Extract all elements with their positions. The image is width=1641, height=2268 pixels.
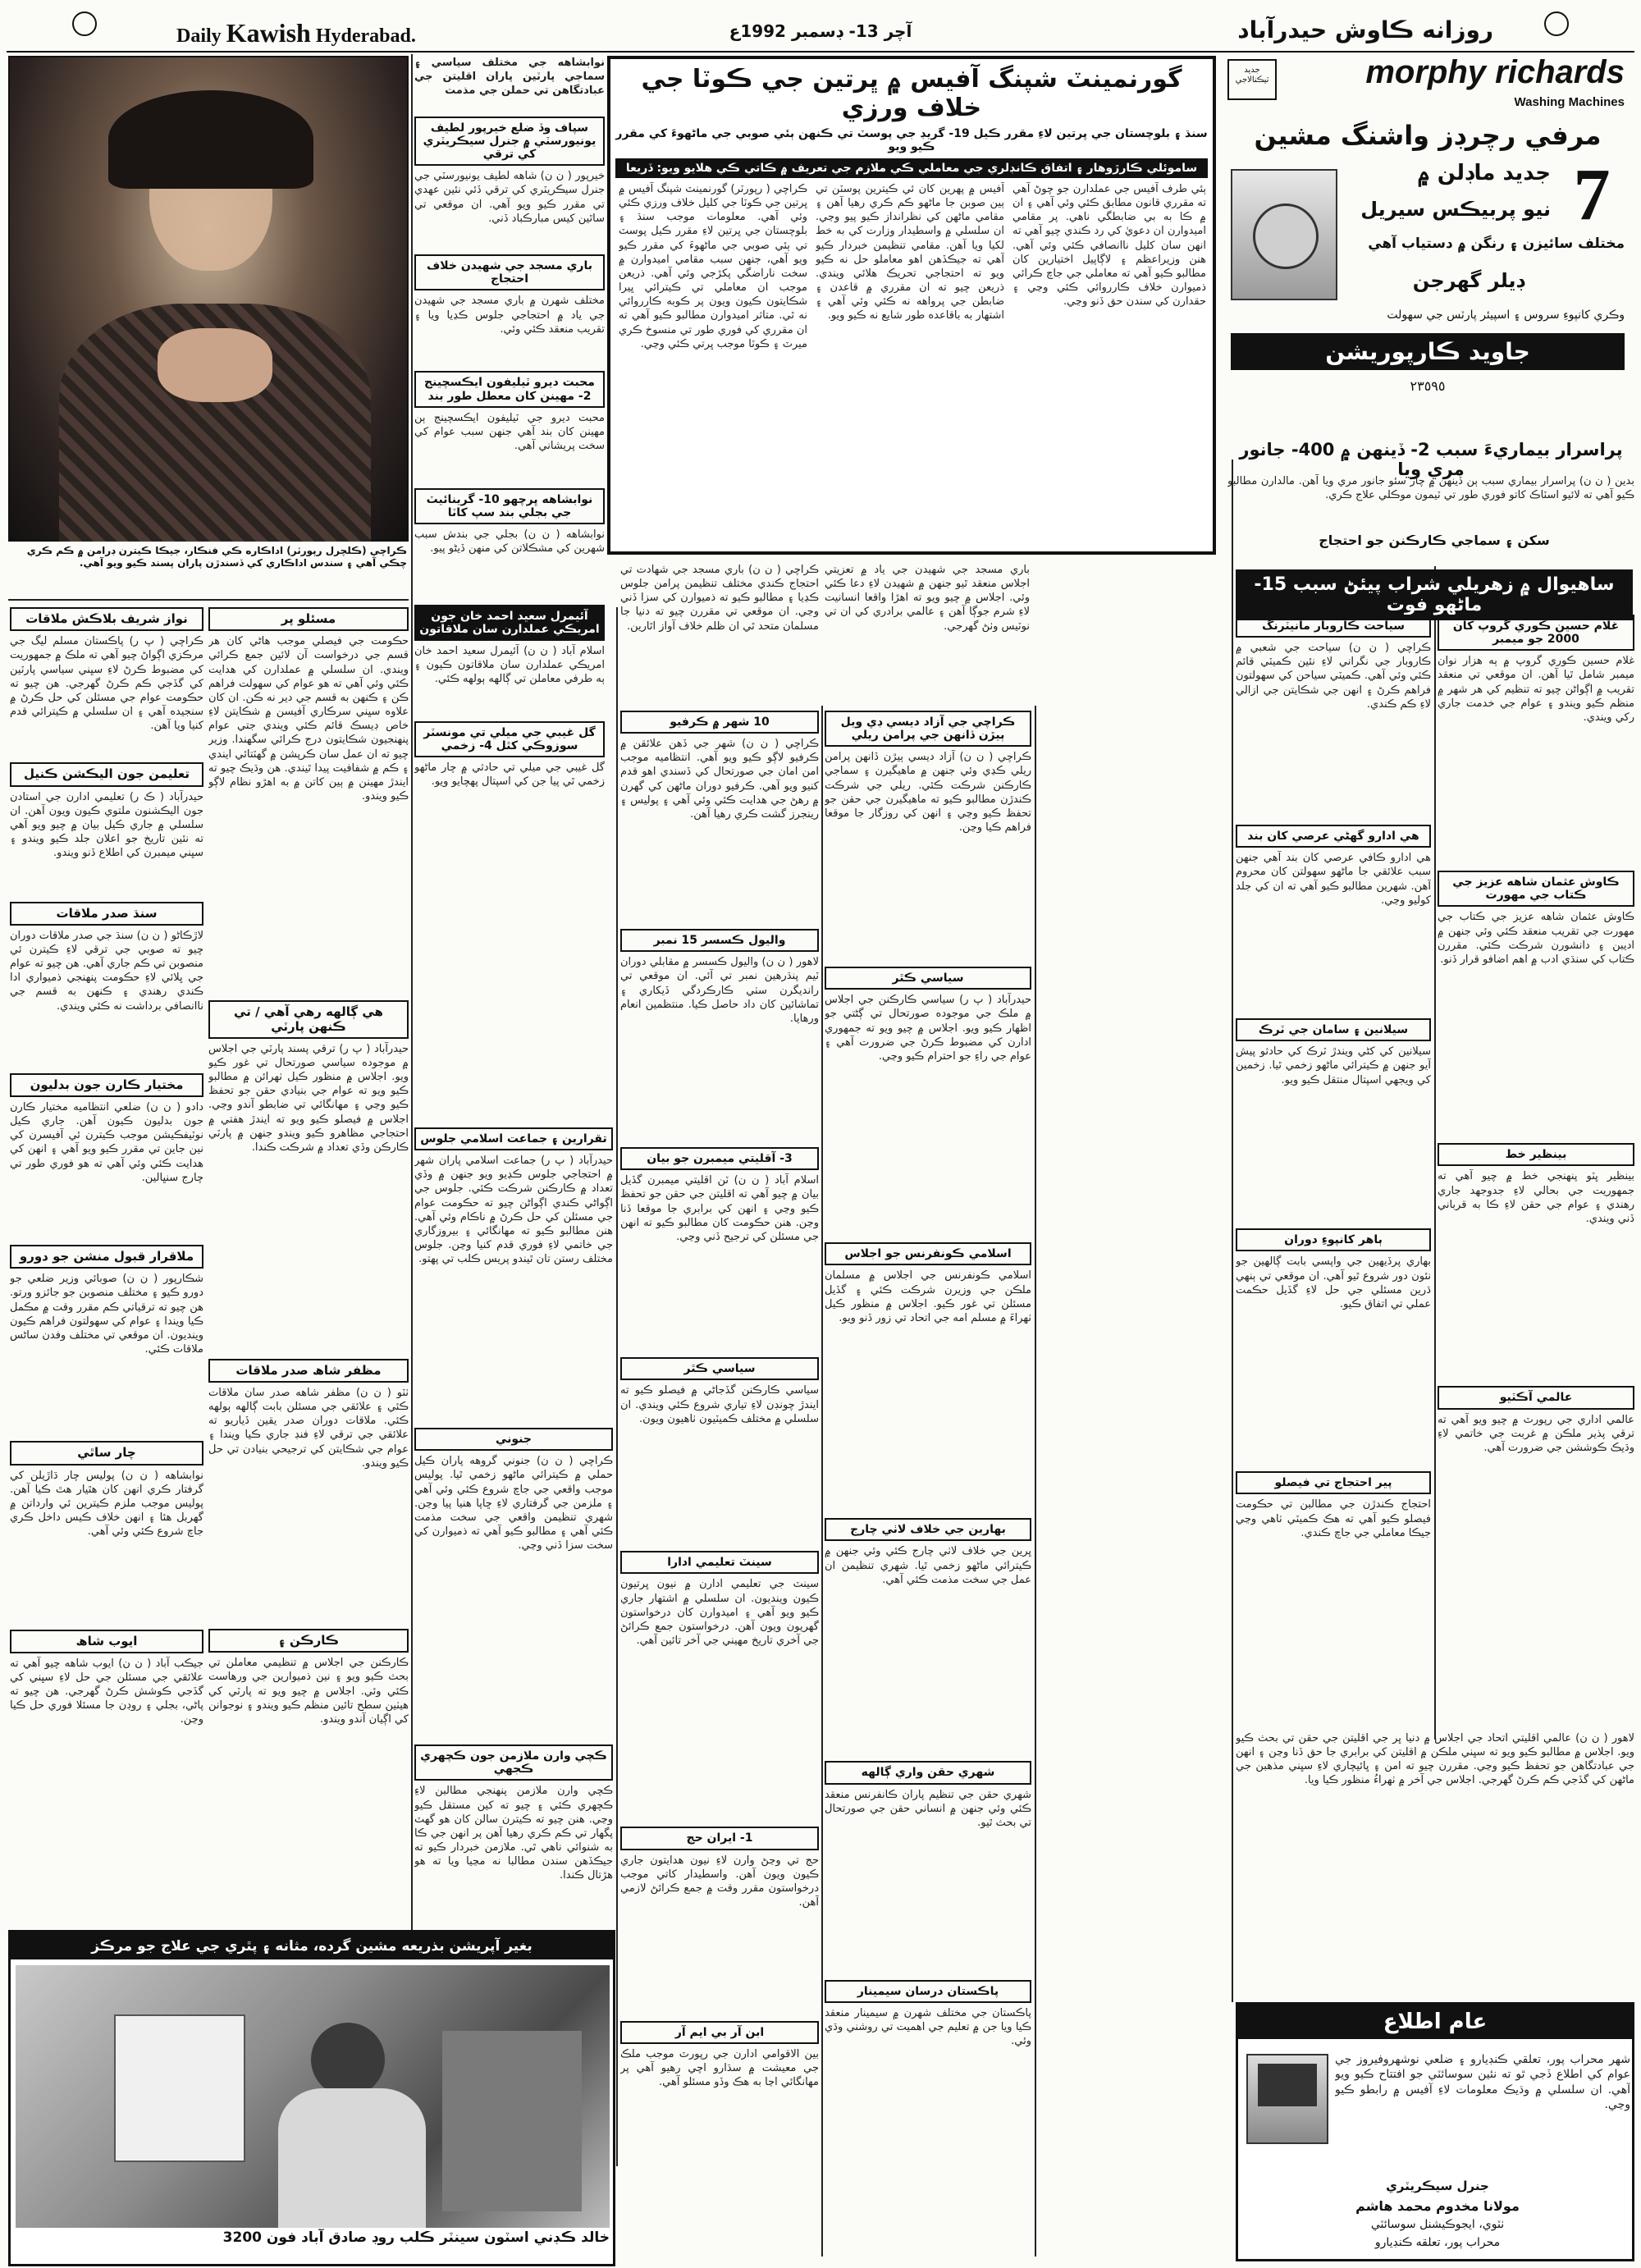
title-brand: Kawish <box>226 18 311 48</box>
col3-headline-1: سپاف وڏ ضلع خيرپور لطيف يونيورسٽي ۾ جنرل سيڪريٽري کي ترقي <box>414 117 605 166</box>
notice-sign2: مولانا مخدوم محمد هاشم <box>1355 2198 1520 2214</box>
col4-body-6: حج تي وڃڻ وارن لاءِ نيون هدايتون جاري ڪيون ويون آهن. واسطيدار کاتي موجب درخواستون مقرر وقت ۾ جمع ڪرائڻ لازمي آهن. <box>620 1854 819 1909</box>
col6-body-7: بهاري پرڏيهين جي واپسي بابت ڳالهين جو نئون دور شروع ٿيو آهي. ان موقعي تي ٻنهي ڌرين مسئلي جي حل لاءِ گڏيل حڪمت عملي تي اتفاق ڪيو. <box>1236 1255 1431 1310</box>
col7-headline-3: بينظير خط <box>1438 1143 1634 1166</box>
col-sep-5 <box>1232 460 1233 2002</box>
lead-col-1: ڪراچي ( رپورٽر) گورنمينٽ شپنگ آفيس ۾ ڀرتين جي ڪوٽا جي کليل خلاف ورزي ڪئي وئي آهي. معلومات موجب سنڌ ۽ بلوچستان جي ڀرتين لاءِ مقرر ڪيل پوسٽ تي ٻئي صوبي جي ماڻهوءَ کي مقرر ڪيو ويو آهي، جنهن سبب مقامي اميدوارن ۾ سخت ناراضگي پکڙجي وئي آهي. ذريعن موجب ان معاملي تي ڪيترائي ڀيرا شڪايتون ڪيون ويون پر ڪوبه ڪارروائي نه ٿي. متاثر اميدوارن مطالبو ڪيو آهي ته ان مقرري کي فوري طور تي منسوخ ڪري ميرٽ ۽ ڪوٽا موجب ڀرتي ڪئي وڃي. <box>619 183 807 350</box>
col6-headline-2-wrap <box>1236 533 1633 566</box>
col3-body-1: خيرپور ( ن ن) شاهه لطيف يونيورسٽي جي جنرل سيڪريٽري کي ترقي ڏئي نئين عهدي تي مقرر ڪيو ويو آهي. ان موقعي تي ساٿين کيس مبارڪباد ڏني. <box>414 170 605 225</box>
col-center-top-a <box>620 563 819 702</box>
col2-body-3: ٺٽو ( ن ن) مظفر شاهه صدر سان ملاقات ڪئي ۽ علائقي جي مسئلن بابت ڳالهه ٻولهه ڪئي. ملاقات دوران صدر يقين ڏياريو ته علائقي جي ترقي لاءِ فنڊ جاري ڪيا ويندا ۽ عوام جي شڪايتن کي ترجيحي بنيادن تي حل ڪيو ويندو. <box>208 1387 409 1470</box>
morphy-line2: نيو پربيڪس سيريل <box>1360 198 1551 221</box>
col1-body-6: نوابشاهه ( ن ن) پوليس چار ڌاڙيلن کي گرفتار ڪري انهن کان هٿيار هٿ ڪيا آهن. پوليس موجب ملزم ڪيترين ئي وارداتن ۾ گهربل هئا ۽ انهن خلاف ڪيس داخل ڪري جاچ شروع ڪئي وئي آهي. <box>10 1469 203 1539</box>
notice-body: شهر محراب پور، تعلقي ڪنڊيارو ۽ ضلعي نوشهروفيروز جي عوام کي اطلاع ڏجي ٿو ته نئين سوسائٽي جو افتتاح ڪيو ويو آهي. ان سلسلي ۾ وڌيڪ معلومات لاءِ آفيس ۾ رابطو ڪيو وڃي. <box>1335 2053 1630 2112</box>
col4-headline-3: 3- آقليتي ميمبرن جو بيان <box>620 1147 819 1170</box>
col7-body-1: غلام حسين ڪوري گروپ ۾ ٻه هزار نوان ميمبر شامل ٿيا آهن. ان موقعي تي منعقد تقريب ۾ اڳواڻن چيو ته تنظيم کي هر شهر ۾ منظم ڪيو ويندو ۽ عوام جي خدمت جاري رکي ويندي. <box>1438 655 1634 724</box>
col2-headline-2: هي ڳالهه رهي آهي / تي ڪنهن پارٽي <box>208 1000 409 1039</box>
col6-headline-6: سيلانين ۽ سامان جي ٽرڪ <box>1236 1018 1431 1041</box>
col1-headline-5: ملاقرار قبول منشن جو دورو <box>10 1245 203 1269</box>
col7-headline-4: عالمي آڪٽيو <box>1438 1386 1634 1409</box>
notice-computer-image <box>1246 2054 1328 2144</box>
computer-screen-shape <box>1258 2064 1317 2106</box>
col5-body-5: شهري حقن جي تنظيم پاران ڪانفرنس منعقد ڪئي وئي جنهن ۾ انساني حقن جي صورتحال تي بحث ٿيو. <box>825 1788 1031 1829</box>
column-1 <box>10 607 203 1928</box>
col5-headline-6: پاڪستان درسان سيمينار <box>825 1980 1031 2003</box>
col6-body-1: بدين ( ن ن) پراسرار بيماري سبب ٻن ڏينهن ۾ چار سئو جانور مري ويا آهن. مالدارن مطالبو ڪيو آهي ته لائيو اسٽاڪ کاتو فوري طور تي ٽيمون موڪلي علاج ڪري. <box>1227 475 1634 502</box>
col5-headline-1: ڪراچي جي آزاد ديسي ڊي ويل ٻيڙن ڏانهن جي پرامن ريلي <box>825 711 1031 747</box>
col3-headline-3: محبت ديرو ٽيليفون ايڪسچينج 2- مهينن کان معطل طور بند <box>414 371 605 407</box>
lead-headline: گورنمينٽ شپنگ آفيس ۾ ڀرتين جي ڪوٽا جي خلاف ورزي <box>641 65 1182 122</box>
column-4 <box>620 707 819 2168</box>
col3-headline-5: آئيمرل سعيد احمد خان جون امريڪي عملدارن سان ملاقاتون <box>414 605 605 641</box>
col2-body-2: حيدرآباد ( پ ر) ترقي پسند پارٽي جي اجلاس ۾ موجوده سياسي صورتحال تي غور ڪيو ويو. اجلاس ۾ منظور ڪيل ٺهرائن ۾ مطالبو ڪيو ويو ته عوام جي بنيادي حقن جو تحفظ ڪيو وڃي ۽ مهانگائي تي ضابطو آندو وڃي. اجلاس ۾ فيصلو ڪيو ويو ته ايندڙ هفتي ۾ احتجاجي مظاهرو ڪيو ويندو جنهن ۾ پارٽي ڪارڪن وڏي تعداد ۾ شرڪت ڪندا. <box>208 1042 409 1154</box>
actress-photo <box>8 56 409 542</box>
col-sep-6 <box>1434 566 1436 1740</box>
col5-body-4: ڀرين جي خلاف لاٺي چارج ڪئي وئي جنهن ۾ ڪيترائي ماڻهو زخمي ٿيا. شهري تنظيمن ان عمل جي سخت مذمت ڪئي آهي. <box>825 1545 1031 1586</box>
col3-body-7: حيدرآباد ( پ ر) جماعت اسلامي پاران شهر ۾ احتجاجي جلوس ڪڍيو ويو جنهن ۾ وڏي تعداد ۾ ڪارڪنن شرڪت ڪئي. جلوس جي اڳواڻي ڪندي اڳواڻن چيو ته حڪومت عوام جي مسئلن کي حل ڪرڻ ۾ ناڪام وئي آهي. هنن مطالبو ڪيو ته مهانگائي ۽ بيروزگاري جي خاتمي لاءِ فوري قدم کنيا وڃن. جلوس مختلف رستن تان ٿيندو پريس ڪلب تي پهتو. <box>414 1155 613 1266</box>
col-sep-1 <box>411 54 413 1930</box>
col1-headline-2: تعليمن جون اليڪشن ڪنيل <box>10 762 203 786</box>
col3-intro: نوابشاهه جي مختلف سياسي ۽ سماجي پارٽين پاران اقليتن جي عبادتگاهن تي حملن جي مذمت <box>414 57 605 98</box>
col7-body-4: عالمي اداري جي رپورٽ ۾ چيو ويو آهي ته ترقي پذير ملڪن ۾ غربت جي خاتمي لاءِ وڌيڪ ڪوششن جي ضرورت آهي. <box>1438 1413 1634 1454</box>
morphy-line3: مختلف سائيزن ۽ رنگن ۾ دستياب آهي <box>1368 235 1625 252</box>
col6-top-headline <box>1227 440 1634 480</box>
washing-machine-image <box>1231 169 1337 300</box>
col6-body-6: سيلانين کي کڻي ويندڙ ٽرڪ کي حادثو پيش آيو جنهن ۾ ڪيترائي ماڻهو زخمي ٿيا. زخمين کي ويجهي اسپتال منتقل ڪيو ويو. <box>1236 1045 1431 1086</box>
col7-body-2: ڪاوش عثمان شاهه عزيز جي ڪتاب جي مهورت جي تقريب منعقد ڪئي وئي جنهن ۾ اديبن ۽ دانشورن شرڪت ڪئي. مقررن ڪتاب کي سنڌي ادب ۾ اهم اضافو قرار ڏنو. <box>1438 911 1634 966</box>
col5-headline-2: سياسي ڪٿر <box>825 967 1031 990</box>
col4-body-7: بين الاقوامي ادارن جي رپورٽ موجب ملڪ جي معيشت ۾ سڌارو اچي رهيو آهي پر مهانگائي اڃا به هڪ وڏو مسئلو آهي. <box>620 2047 819 2088</box>
col2-headline-3: مظفر شاھ صدر ملاقات <box>208 1359 409 1383</box>
col5-body-1: ڪراچي ( ن ن) آزاد ديسي ٻيڙن ڏانهن پرامن ريلي ڪڍي وئي جنهن ۾ ماهيگيرن ۽ سماجي ڪارڪنن شرڪت ڪئي. ريلي جي شرڪت ڪندڙن مطالبو ڪيو ته ماهيگيرن جي حقن جو تحفظ ڪيو وڃي ۽ انهن کي روزگار جا موقعا فراهم ڪيا وڃن. <box>825 751 1031 834</box>
masthead-circle-right <box>1544 11 1569 36</box>
col3-body-9: ڪچي وارن ملازمن پنهنجي مطالبن لاءِ ڪچهري ڪئي ۽ چيو ته کين مستقل ڪيو وڃي. هنن چيو ته ڪيترن سالن کان هو گهٽ پگهار تي ڪم ڪري رهيا آهن پر انهن جي ڪا به شنوائي ناهي ٿي. ملازمن خبردار ڪيو ته جيڪڏهن سندن مطالبا نه مڃيا ويا ته هو هڙتال ڪندا. <box>414 1785 613 1882</box>
col3-body-2: مختلف شهرن ۾ باري مسجد جي شهيدن جي ياد ۾ احتجاجي جلوس ڪڍيا ويا ۽ تقريب منعقد ڪئي وئي. <box>414 295 605 336</box>
col6-body-5: هي ادارو ڪافي عرصي کان بند آهي جنهن سبب علائقي جا ماڻهو سهولتن کان محروم آهن. شهرين مطالبو ڪيو آهي ته ان کي جلد کوليو وڃي. <box>1236 852 1431 907</box>
col5-body-2: حيدرآباد ( پ ر) سياسي ڪارڪنن جي اجلاس ۾ ملڪ جي موجوده صورتحال تي ڳڻتي جو اظهار ڪيو ويو. اجلاس ۾ چيو ويو ته جمهوري ادارن کي مضبوط ڪرڻ جي ضرورت آهي ۽ عوام جي راءِ جو احترام ڪيو وڃي. <box>825 994 1031 1063</box>
col1-body-1: ڪراچي ( پ ر) پاڪستان مسلم ليگ جي مرڪزي اڳواڻ چيو آهي ته ملڪ ۾ جمهوريت کي مضبوط ڪرڻ لاءِ سڀني سياسي پارٽين کي گڏجي ڪم ڪرڻ گهرجي. هن چيو ته حڪومت عوام جي مسئلن کي حل ڪرڻ ۾ سنجيده آهي ۽ ان سلسلي ۾ ڪيترائي قدم کنيا ويا آهن. <box>10 635 203 733</box>
kidney-ad-title: بغير آپريشن بذريعه مشين گرده، مثانه ۽ پٿري جي علاج جو مرڪز <box>11 1932 613 1959</box>
morphy-dealer: ڊيلر گهرجن <box>1412 269 1525 292</box>
col4-body-5: سينٽ جي تعليمي ادارن ۾ نيون ڀرتيون ڪيون وينديون. ان سلسلي ۾ اشتهار جاري ڪيو ويو آهي ۽ اميدوارن کان درخواستون گهريون ويون آهن. درخواستون جمع ڪرائڻ جي آخري تاريخ مهيني جي آخر تائين آهي. <box>620 1578 819 1648</box>
col1-body-3: لاڙڪاڻو ( ن ن) سنڌ جي صدر ملاقات دوران چيو ته صوبي جي ترقي لاءِ ڪيترن ئي منصوبن تي ڪم جاري آهي. هن چيو ته عوام جي ڀلائي لاءِ حڪومت پنهنجي ذميواري ادا ڪندي رهندي ۽ ڪنهن به قسم جي ناانصافي برداشت نه ڪئي ويندي. <box>10 929 203 1013</box>
col2-headline-4: ڪارڪن ۽ <box>208 1629 409 1653</box>
col6-headline-7: ٻاهر کانپوءِ دوران <box>1236 1228 1431 1251</box>
col6-headline-5: هي ادارو گهڻي عرصي کان بند <box>1236 825 1431 848</box>
lead-col-2: آفيس ۾ پهرين کان ئي ڪيترين پوسٽن تي ٻين صوبن جا ماڻهو ڪم ڪري رهيا آهن ۽ مقامي ماڻهن کي نظرانداز ڪيو پيو وڃي. ان سلسلي ۾ واسطيدار وزارت کي به خط لکيا ويا آهن. مقامي تنظيمن خبردار ڪيو آهي ته جيڪڏهن اهو معاملو حل نه ڪيو ويو ته احتجاجي تحريڪ هلائي ويندي. ذريعن چيو ته ان مقرري ۾ قاعدن ۽ ضابطن جي پرواهه نه ڪئي وئي آهي ۽ اشتهار به باقاعده طور شايع نه ڪيو ويو. <box>816 183 1004 322</box>
person-body-shape <box>278 2088 426 2228</box>
morphy-company: جاويد ڪارپوريشن <box>1231 333 1625 370</box>
col3-body-3: محبت ديرو جي ٽيليفون ايڪسچينج ٻن مهينن کان بند آهي جنهن سبب عوام کي سخت پريشاني آهي. <box>414 411 605 452</box>
col-center-top-b <box>825 563 1030 702</box>
col4-headline-4: سياسي ڪٿر <box>620 1357 819 1380</box>
col4-body-3: اسلام آباد ( ن ن) ٽن اقليتي ميمبرن گڏيل بيان ۾ چيو آهي ته اقليتن جي حقن جو تحفظ ڪيو وڃي ۽ انهن کي برابري جا موقعا ڏنا وڃن. هنن حڪومت کان مطالبو ڪيو ته انهن جي مسئلن کي ترجيح ڏني وڃي. <box>620 1174 819 1243</box>
col2-headline-1: مسئلو پر <box>208 607 409 631</box>
column-5 <box>825 707 1031 2168</box>
col4-headline-7: ابن آر بي ايم آر <box>620 2021 819 2044</box>
col1-body-5: شڪارپور ( ن ن) صوبائي وزير ضلعي جو دورو ڪيو ۽ مختلف منصوبن جو جائزو ورتو. هن چيو ته ترقياتي ڪم مقرر وقت ۾ مڪمل ڪيا ويندا ۽ عوام کي سهولتون فراهم ڪيون وينديون. ان موقعي تي مختلف وفدن ساڻس ملاقات ڪئي. <box>10 1273 203 1356</box>
col2-body-1: حڪومت جي فيصلي موجب هاڻي کان هر قسم جي درخواست آن لائين جمع ڪرائي ويندي. ان سلسلي ۾ عملدارن کي هدايت ڪئي وئي آهي ته هو عوام کي سهولت فراهم ڪن ۽ ڪنهن به قسم جي دير نه ڪن. ان کان علاوه سڀني سرڪاري آفيسن ۾ شڪايتن لاءِ خاص ڊيسڪ قائم ڪئي ويندي جتي عوام پنهنجيون شڪايتون درج ڪرائي سگهندا. وزير چيو ته ان عمل سان ڪرپشن ۾ گهٽتائي ايندي ۽ ڪم ۾ شفافيت پيدا ٿيندي. هن وڌيڪ چيو ته ايندڙ مهينن ۾ ٻين کاتن ۾ به اهڙو نظام لاڳو ڪيو ويندو. <box>208 635 409 802</box>
center-top-b-body: باري مسجد جي شهيدن جي ياد ۾ تعزيتي اجلاس منعقد ٿيو جنهن ۾ شهيدن لاءِ دعا ڪئي وئي. اجلاس ۾ چيو ويو ته اهڙا واقعا انسانيت لاءِ شرم جوڳا آهن ۽ عالمي برادري کي ان تي نوٽيس وٺڻ گهرجي. <box>825 564 1030 633</box>
lead-banner: ساموئلي ڪارڙوهار ۽ اتفاق ڪانڊلري جي معاملي ڪي ملازم جي تعريف ۾ ڪاتي ڪي هلايو ويو: ڏريعا <box>615 158 1208 178</box>
center-top-a-body: ڪراچي ( ن ن) باري مسجد جي شهادت تي احتجاج ڪندي مختلف تنظيمن پرامن جلوس ڪڍيا ۽ مطالبو ڪيو ته ذميوارن کي سزا ڏني وڃي. ان موقعي تي مقررن چيو ته دنيا جا مسلمان متحد ٿي ان ظلم خلاف آواز اٿارين. <box>620 564 819 633</box>
col6-headline-1: پراسرار بيماريءَ سبب 2- ڏينهن ۾ 400- جانور مري ويا <box>1239 440 1623 480</box>
col1-headline-7: ايوب شاھ <box>10 1630 203 1653</box>
lead-subhead: سنڌ ۽ بلوچستان جي ڀرتين لاءِ مقرر ڪيل 19- گريڊ جي پوسٽ تي ڪنهن ٻئي صوبي جي ماڻهوءَ کي مقرر ڪيو ويو <box>615 127 1208 154</box>
col6-headline-3: ساهيوال ۾ زهريلي شراب پيئڻ سبب 15- ماڻهو فوت <box>1236 569 1633 620</box>
washing-machine-door <box>1253 203 1319 269</box>
col5-headline-3: اسلامي ڪونفرنس جو اجلاس <box>825 1242 1031 1265</box>
col7-headline-2: ڪاوش عثمان شاهه عزيز جي ڪتاب جي مهورت <box>1438 871 1634 907</box>
col2-body-4: ڪارڪنن جي اجلاس ۾ تنظيمي معاملن تي بحث ڪيو ويو ۽ نين ذميوارين جي ورهاست ڪئي وئي. اجلاس ۾ چيو ويو ته پارٽي کي هيٺين سطح تائين منظم ڪيو ويندو ۽ نوجوانن کي اڳيان آندو ويندو. <box>208 1657 409 1726</box>
notice-sign3: ٺٽوي، ايجوڪيشنل سوسائٽي <box>1370 2218 1505 2231</box>
morphy-sub: Washing Machines <box>1514 95 1625 109</box>
col4-body-4: سياسي ڪارڪنن گڏجاڻي ۾ فيصلو ڪيو ته ايندڙ چونڊن لاءِ تياري شروع ڪئي ويندي. ان سلسلي ۾ مختلف ڪميٽيون ٺاهيون ويون. <box>620 1384 819 1425</box>
masthead-circle-left <box>72 11 97 36</box>
masthead-date: آچر 13- ڊسمبر 1992ع <box>729 21 912 41</box>
col3-body-4: نوابشاهه ( ن ن) بجلي جي بندش سبب شهرين کي مشڪلاتن کي منهن ڏيڻو پيو. <box>414 528 605 555</box>
col1-headline-4: مختيار ڪارن جون بدليون <box>10 1073 203 1097</box>
lead-col-3: ٻئي طرف آفيس جي عملدارن جو چوڻ آهي ته مقرري قانون مطابق ڪئي وئي آهي ۽ ان ۾ ڪا به بي ضابطگي ناهي. پر مقامي اميدوارن ان دعويٰ کي رد ڪندي چيو آهي ته انهن سان کليل ناانصافي ڪئي وئي آهي. هنن وزيراعظم ۽ لاڳاپيل اختيارين کان مطالبو ڪيو آهي ته معاملي جي جاچ ڪرائي ذميوارن خلاف ڪارروائي ڪئي وڃي ۽ حقدارن کي سندن حق ڏنو وڃي. <box>1012 183 1206 309</box>
col6-headline-8: پير احتجاج تي فيصلو <box>1236 1471 1431 1494</box>
machine-shape <box>114 2014 245 2162</box>
col3-headline-6: گل غيبي جي ميلي تي مونسٽر سوزوڪي کٿل 4- زخمي <box>414 721 605 757</box>
notice-sign1: جنرل سيڪريٽري <box>1386 2179 1489 2193</box>
column-6 <box>1236 611 1431 1727</box>
col3-headline-2: باري مسجد جي شهيدن خلاف احتجاج <box>414 254 605 290</box>
col6-headline-2: سکن ۽ سماجي ڪارڪنن جو احتجاج <box>1319 533 1550 548</box>
col5-headline-5: شهري حقن واري ڳالهه <box>825 1761 1031 1784</box>
column-7 <box>1438 611 1634 1727</box>
col1-headline-1: نواز شريف بلاڪش ملاقات <box>10 607 203 631</box>
col4-headline-2: واليول ڪسسر 15 نمبر <box>620 929 819 952</box>
col4-headline-6: 1- ايران حج <box>620 1827 819 1850</box>
person-head-shape <box>311 2023 385 2097</box>
col4-headline-1: 10 شهر ۾ ڪرفيو <box>620 711 819 734</box>
col3-headline-4: نوابشاهه ڀرچهو 10- گرينائيٽ جي بجلي بند سپ کاٽا <box>414 488 605 524</box>
masthead-left-title <box>176 18 416 51</box>
public-notice-ad <box>1236 2002 1634 2261</box>
col3-body-6: گل غيبي جي ميلي تي حادثي ۾ چار ماڻهو زخمي ٿي پيا جن کي اسپتال پهچايو ويو. <box>414 761 605 789</box>
morphy-line1: جديد ماڊلن ۾ <box>1417 161 1551 185</box>
col4-headline-5: سينٽ تعليمي ادارا <box>620 1551 819 1574</box>
col6-headline-4: سياحت ڪاروبار مانيٽرنگ <box>1236 615 1431 638</box>
col1-headline-3: سنڌ صدر ملاقات <box>10 902 203 926</box>
masthead-rule <box>7 51 1634 53</box>
morphy-title: مرفي رچرڊز واشنگ مشين <box>1254 120 1602 151</box>
lead-story-box <box>607 56 1216 555</box>
morphy-richards-ad <box>1223 54 1634 437</box>
column-3-bottom <box>414 1124 613 2166</box>
col3-body-8: ڪراچي ( ن ن) جنوني گروهه پاران ڪيل حملي ۾ ڪيترائي ماڻهو زخمي ٿيا. پوليس موجب واقعي جي جاچ شروع ڪئي وئي آهي ۽ ملزمن جي گرفتاري لاءِ ڇاپا هنيا پيا وڃن. شهري تنظيمن واقعي جي سخت مذمت ڪئي آهي ۽ مطالبو ڪيو آهي ته ذميوارن کي سخت سزا ڏني وڃي. <box>414 1455 613 1552</box>
kidney-ad-footer: خالد ڪڊني اسٽون سينٽر ڪلب روڊ صادق آباد فون 3200 <box>222 2229 610 2246</box>
col1-body-2: حيدرآباد ( ڪ ر) تعليمي ادارن جي استادن جون اليڪشنون ملتوي ڪيون ويون آهن. ان سلسلي ۾ جاري ڪيل بيان ۾ چيو ويو آهي ته نئين تاريخ جو اعلان جلد ڪيو ويندو ۽ سڀني ميمبرن کي اطلاع ڏنو ويندو. <box>10 790 203 860</box>
morphy-phone: ٢٣٥٩٥ <box>1410 378 1446 394</box>
col7-headline-1: غلام حسين ڪوري گروپ کان 2000 جو ميمبر <box>1438 615 1634 651</box>
col3-body-5: اسلام آباد ( ن ن) آئيمرل سعيد احمد خان امريڪي عملدارن سان ملاقاتون ڪيون ۽ ٻه طرفي معاملن تي ڳالهه ٻولهه ڪئي. <box>414 645 605 686</box>
col-sep-3 <box>821 706 823 2257</box>
col1-body-4: دادو ( ن ن) ضلعي انتظاميه مختيار ڪارن جون بدليون ڪيون آهن. جاري ڪيل نوٽيفڪيشن موجب ڪيترن ئي آفيسرن کي نين جاين تي مقرر ڪيو ويو آهي ۽ انهن کي هدايت ڪئي وئي آهي ته هو فوري طور تي چارج سنڀالين. <box>10 1101 203 1184</box>
column-3-top <box>414 56 605 1123</box>
hands-shape <box>158 328 272 402</box>
morphy-brand: morphy richards <box>1365 54 1625 90</box>
column-2 <box>208 607 409 1928</box>
title-suffix: Hyderabad. <box>315 25 416 47</box>
col-sep-2 <box>616 607 618 2166</box>
col4-body-2: لاهور ( ن ن) واليول ڪسسر ۾ مقابلي دوران ٽيم پنڌرهين نمبر تي آئي. ان موقعي تي رانديگرن سٺي ڪارڪردگي ڏيکاري ۽ تماشائين کان داد حاصل ڪيا. منتظمين انعام ورهايا. <box>620 956 819 1025</box>
col5-body-3: اسلامي ڪونفرنس جي اجلاس ۾ مسلمان ملڪن جي وزيرن شرڪت ڪئي ۽ گڏيل مسئلن تي غور ڪيو. اجلاس ۾ منظور ڪيل ٺهراءَ ۾ مسلم امه جي اتحاد تي زور ڏنو ويو. <box>825 1269 1031 1324</box>
col6-body-8: احتجاج ڪندڙن جي مطالبن تي حڪومت فيصلو ڪيو آهي ته هڪ ڪميٽي ٺاهي وڃي جيڪا معاملي جي جاچ ڪندي. <box>1236 1498 1431 1539</box>
morphy-badge: جديد ٽيڪنالاجي <box>1227 59 1277 100</box>
col6-bottom-body: لاهور ( ن ن) عالمي اقليتي اتحاد جي اجلاس ۾ دنيا ڀر جي اقليتن جي حقن تي بحث ڪيو ويو. اجلاس ۾ مطالبو ڪيو ويو ته سڀني ملڪن ۾ اقليتن کي برابري جا حق ڏنا وڃن ۽ انهن جي عبادتگاهن جو تحفظ ڪيو وڃي. مقررن چيو ته امن ۽ ڀائيچاري لاءِ سڀني مذهبن جي ماڻهن کي گڏجي ڪم ڪرڻ گهرجي. اجلاس جي آخر ۾ ٺهراءُ منظور ڪيا ويا. <box>1236 1732 1634 1787</box>
photo-caption: ڪراچي (ڪلچرل رپورٽر) اداڪاره ڪي فنڪار، جيڪا ڪيترن ڊرامن ۾ ڪم ڪري چڪي آهي ۽ سندس اداڪاري کي ڏسندڙن پاران پسند ڪيو ويو آهي. <box>26 545 407 569</box>
hair-shape <box>108 90 313 189</box>
notice-title: عام اطلاع <box>1238 2005 1632 2039</box>
morphy-number: 7 <box>1573 154 1611 235</box>
col-sep-4 <box>1035 706 1036 2257</box>
col5-headline-4: بهارين جي خلاف لاٺي چارج <box>825 1518 1031 1541</box>
col1-body-7: جيڪب آباد ( ن ن) ايوب شاهه چيو آهي ته علائقي جي مسئلن جي حل لاءِ سڀني کي گڏجي ڪوشش ڪرڻ گهرجي. هن چيو ته پاڻي، بجلي ۽ روڊن جا مسئلا فوري حل ڪيا وڃن. <box>10 1657 203 1726</box>
col3-headline-9: ڪچي وارن ملازمن جون ڪچهري ڪجهي <box>414 1744 613 1781</box>
rule-left <box>8 599 409 601</box>
col4-body-1: ڪراچي ( ن ن) شهر جي ڏهن علائقن ۾ ڪرفيو لاڳو ڪيو ويو آهي. انتظاميه موجب امن امان جي صورتحال کي ڏسندي اهو قدم کنيو ويو آهي. ڪرفيو دوران ماڻهن کي گهرن ۾ رهڻ جي هدايت ڪئي وئي آهي ۽ پوليس ۽ رينجرز گشت ڪري رهيا آهن. <box>620 738 819 821</box>
col3-headline-7: تقرارين ۽ جماعت اسلامي جلوس <box>414 1127 613 1150</box>
title-prefix: Daily <box>176 25 222 47</box>
col7-body-3: بينظير ڀٽو پنهنجي خط ۾ چيو آهي ته جمهوريت جي بحالي لاءِ جدوجهد جاري رهندي ۽ عوام جي حقن لاءِ ڪا به قرباني ڏني ويندي. <box>1438 1170 1634 1225</box>
col1-headline-6: چار ساٿي <box>10 1441 203 1465</box>
masthead-right-title: روزانه ڪاوش حيدرآباد <box>1237 16 1493 43</box>
col5-body-6: پاڪستان جي مختلف شهرن ۾ سيمينار منعقد ڪيا ويا جن ۾ تعليم جي اهميت تي روشني وڌي وئي. <box>825 2006 1031 2047</box>
notice-sign4: محراب پور، تعلقه ڪنڊيارو <box>1374 2236 1501 2249</box>
col6-body-4: ڪراچي ( ن ن) سياحت جي شعبي ۾ ڪاروبار جي نگراني لاءِ نئين ڪميٽي قائم ڪئي وئي آهي. ڪميٽي سياحن کي سهولتون فراهم ڪرڻ ۽ انهن جي شڪايتن جي ازالي لاءِ ڪم ڪندي. <box>1236 642 1431 711</box>
col3-headline-8: جنوني <box>414 1428 613 1451</box>
morphy-foot: وڪري کانپوءِ سروس ۽ اسپيئر پارٽس جي سهولت <box>1387 309 1625 322</box>
